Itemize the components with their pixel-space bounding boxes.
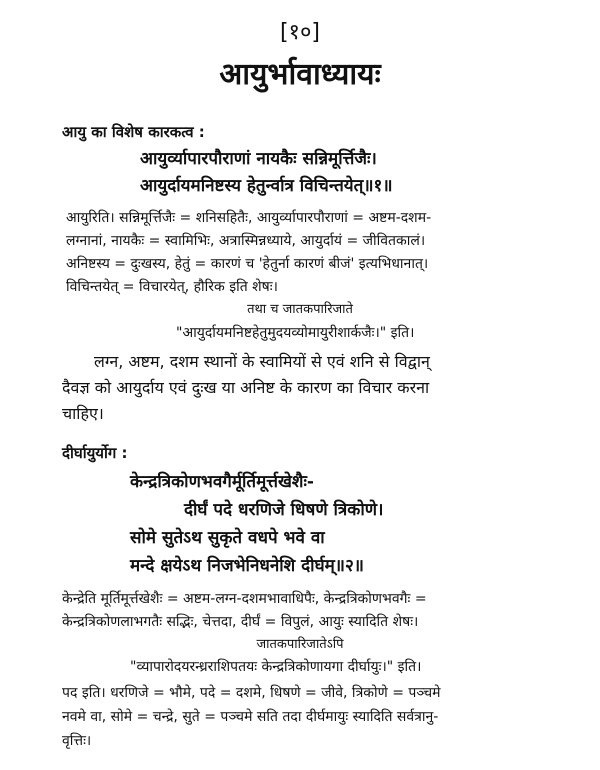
section-heading-ayu-karakatva: आयु का विशेष कारकत्व : xyxy=(62,123,205,141)
commentary-line: पद इति। धरणिजे = भौमे, पदे = दशमे, धिषणे = जीवे, त्रिकोणे = पञ्चमे xyxy=(62,685,441,701)
verse-line: मन्दे क्षयेऽथ निजभेनिधनेशि दीर्घम्॥२॥ xyxy=(130,556,364,576)
verse-line: दीर्घं पदे धरणिजे धिषणे त्रिकोणे। xyxy=(184,500,384,520)
verse-line: केन्द्रत्रिकोणभवगैर्मूर्तिमूर्त्तखेशैः- xyxy=(130,472,314,492)
chapter-title: आयुर्भावाध्यायः xyxy=(219,57,381,92)
verse-line: आयुर्व्यापारपौराणां नायकैः सन्निमूर्त्तिजैः। xyxy=(140,149,377,169)
commentary-line: लग्नानां, नायकैः = स्वामिभिः, अत्रास्मिन्नध्याये, आयुर्दायं = जीवितकालं। xyxy=(66,233,426,249)
commentary-line: वृत्तिः। xyxy=(62,733,92,749)
reference-intro: जातकपारिजातेऽपि xyxy=(256,637,344,652)
commentary-line: केन्द्रेति मूर्तिमूर्त्तखेशैः = अष्टम-लग्न-दशमभावाधिपैः, केन्द्रत्रिकोणभवगैः = xyxy=(62,591,427,607)
reference-quote: "आयुर्दायमनिष्टहेतुमुदयव्योमायुरीशार्कजैः।" इति। xyxy=(176,325,415,341)
commentary-line: आयुरिति। सन्निमूर्त्तिजैः = शनिसहितैः, आयुर्व्यापारपौराणां = अष्टम-दशम- xyxy=(66,210,432,226)
commentary-line: केन्द्रत्रिकोणलाभगतैः सद्भिः, चेत्तदा, दीर्घं = विपुलं, आयुः स्यादिति शेषः। xyxy=(62,614,419,630)
reference-quote: "व्यापारोदयरन्ध्रराशिपतयः केन्द्रत्रिकोणायगा दीर्घायुः।" इति। xyxy=(130,659,422,675)
hindi-translation-line: दैवज्ञ को आयुर्दाय एवं दुःख या अनिष्ट के कारण का विचार करना xyxy=(62,378,430,397)
hindi-translation-line: चाहिए। xyxy=(62,404,104,423)
commentary-line: विचिन्तयेत् = विचारयेत्, हौरिक इति शेषः। xyxy=(66,279,278,295)
commentary-line: अनिष्टस्य = दुःखस्य, हेतुं = कारणं च 'हेतुर्ना कारणं बीजं' इत्यभिधानात्। xyxy=(66,256,429,272)
section-heading-dirghayu-yoga: दीर्घायुर्योग : xyxy=(62,444,128,462)
page-number: [१०] xyxy=(279,20,321,45)
verse-line: सोमे सुतेऽथ सुकृते वधपे भवे वा xyxy=(130,528,325,548)
verse-line: आयुर्दायमनिष्टस्य हेतुर्न्वात्र विचिन्तयेत्॥१॥ xyxy=(140,176,393,196)
commentary-line: नवमे वा, सोमे = चन्द्रे, सुते = पञ्चमे सति तदा दीर्घमायुः स्यादिति सर्वत्रानु- xyxy=(62,709,439,725)
reference-intro: तथा च जातकपारिजाते xyxy=(247,302,353,317)
hindi-translation-line: लग्न, अष्टम, दशम स्थानों के स्वामियों से एवं शनि से विद्वान् xyxy=(94,352,430,371)
